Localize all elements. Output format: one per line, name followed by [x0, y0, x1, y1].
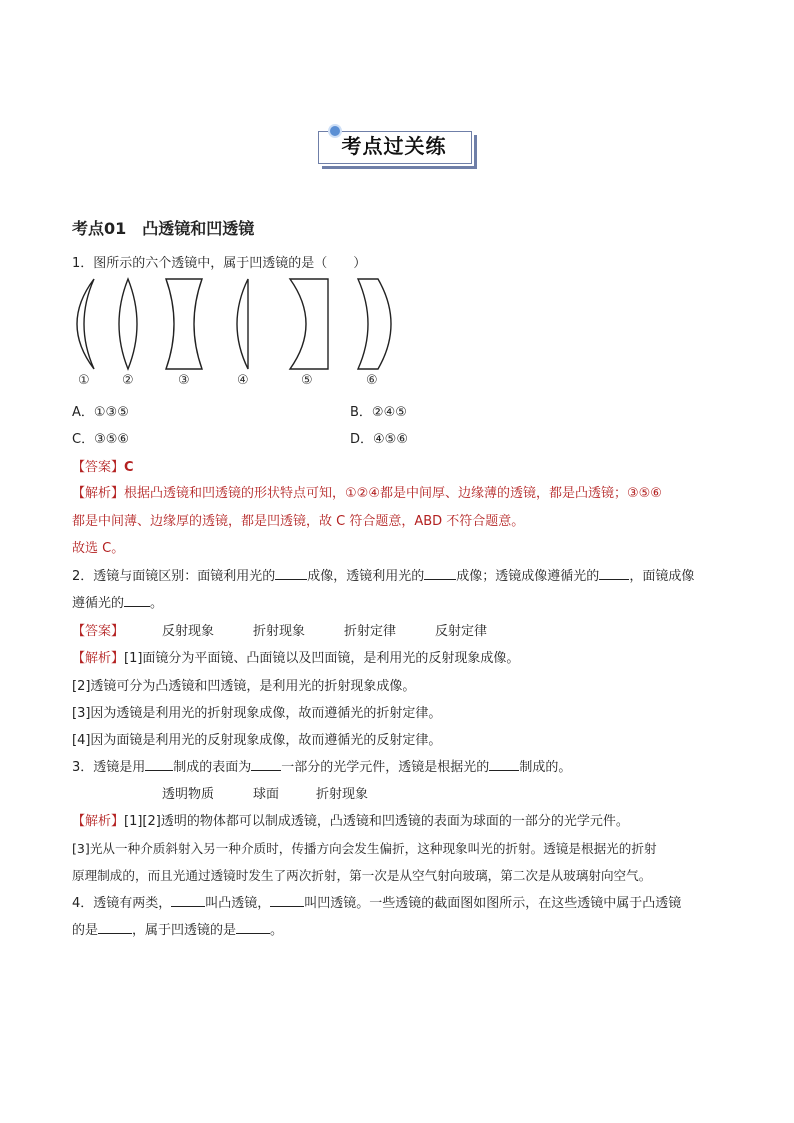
q1-question: 1．图所示的六个透镜中，属于凹透镜的是（ ）: [72, 256, 367, 271]
q2-answer-tag: 【答案】: [72, 624, 125, 639]
q3-analysis-line2: [3]光从一种介质斜射入另一种介质时，传播方向会发生偏折，这种现象叫光的折射。透镜是根据光的折射: [72, 841, 657, 856]
lens-label-5: ⑤: [301, 373, 313, 388]
q3-answer-3: 折射现象: [316, 787, 369, 802]
q2-text-c: 成像；透镜成像遵循光的: [456, 569, 600, 584]
q1-option-a: A．①③⑤: [72, 405, 129, 420]
q3-blank-3: [489, 758, 519, 771]
q1-option-d: D．④⑤⑥: [350, 432, 408, 447]
q2-analysis-line1: [72, 647, 519, 666]
q2-analysis-line2: [2]透镜可分为凸透镜和凹透镜，是利用光的折射现象成像。: [72, 679, 416, 694]
q2-answer-1: 反射现象: [162, 624, 215, 639]
q3-analysis-text1: [1][2]透明的物体都可以制成透镜，凸透镜和凹透镜的表面为球面的一部分的光学元件。: [124, 814, 629, 829]
lens-6-shape: [358, 279, 391, 369]
q3-answer-1: 透明物质: [162, 787, 215, 802]
lens-5-shape: [290, 279, 328, 369]
q3-question: [72, 756, 571, 775]
q3-blank-1: [145, 758, 173, 771]
q3-analysis-line3: 原理制成的，而且光通过透镜时发生了两次折射，第一次是从空气射向玻璃，第二次是从玻璃射向空气。: [72, 868, 652, 883]
q4-blank-1: [171, 894, 205, 907]
q4-text-c: 叫凹透镜。一些透镜的截面图如图所示，在这些透镜中属于凸透镜: [304, 896, 682, 911]
q1-analysis-line2: 都是中间薄、边缘厚的透镜，都是凹透镜，故 C 符合题意，ABD 不符合题意。: [72, 514, 525, 529]
q1-option-b: B．②④⑤: [350, 405, 407, 420]
lens-1-shape: [77, 279, 94, 369]
q1-answer: [72, 456, 134, 475]
lens-figure: [66, 275, 406, 373]
q4-text-d: 的是: [72, 923, 99, 938]
q2-text-b: 成像，透镜利用光的: [307, 569, 425, 584]
q4-text-f: 。: [270, 923, 284, 938]
q3-analysis-tag: 【解析】: [72, 814, 125, 829]
q2-blank-3: [599, 567, 629, 580]
q3-analysis-line1: [72, 810, 629, 829]
q2-answer-2: 折射现象: [253, 624, 306, 639]
q2-text-a: 2．透镜与面镜区别：面镜利用光的: [72, 569, 276, 584]
q4-text-a: 4．透镜有两类，: [72, 896, 172, 911]
q2-blank-4: [124, 594, 150, 607]
q3-text-a: 3．透镜是用: [72, 760, 146, 775]
q1-answer-value: C: [124, 460, 134, 475]
section-heading: 考点01 凸透镜和凹透镜: [72, 219, 255, 238]
lens-2-shape: [119, 279, 137, 369]
q2-question-line1: [72, 565, 694, 584]
q2-blank-1: [275, 567, 307, 580]
q2-analysis-tag: 【解析】: [72, 651, 125, 666]
q2-text-d: ，面镜成像: [629, 569, 695, 584]
lens-label-2: ②: [122, 373, 134, 388]
q3-text-b: 制成的表面为: [173, 760, 252, 775]
q2-analysis-line4: [4]因为面镜是利用光的反射现象成像，故而遵循光的反射定律。: [72, 733, 442, 748]
q4-text-e: ，属于凹透镜的是: [132, 923, 237, 938]
title-badge: [318, 131, 472, 164]
q2-analysis-line3: [3]因为透镜是利用光的折射现象成像，故而遵循光的折射定律。: [72, 706, 442, 721]
lens-label-3: ③: [178, 373, 190, 388]
q1-analysis-line1: [72, 482, 662, 501]
q4-text-b: 叫凸透镜，: [205, 896, 271, 911]
q1-analysis-text1: 根据凸透镜和凹透镜的形状特点可知，①②④都是中间厚、边缘薄的透镜，都是凸透镜；③⑤⑥: [124, 486, 662, 501]
lens-label-6: ⑥: [366, 373, 378, 388]
q3-text-c: 一部分的光学元件，透镜是根据光的: [281, 760, 490, 775]
lens-label-4: ④: [237, 373, 249, 388]
q2-answer: [72, 620, 124, 639]
q2-text-e: 遵循光的: [72, 596, 125, 611]
q2-answer-4: 反射定律: [435, 624, 488, 639]
q4-blank-3: [98, 921, 132, 934]
q1-answer-tag: 【答案】: [72, 460, 125, 475]
q4-question-line2: [72, 919, 283, 938]
q4-question-line1: [72, 892, 681, 911]
q2-question-line2: [72, 592, 163, 611]
q4-blank-2: [270, 894, 304, 907]
q3-blank-2: [251, 758, 281, 771]
q2-answer-3: 折射定律: [344, 624, 397, 639]
lens-4-shape: [237, 279, 248, 369]
q1-option-c: C．③⑤⑥: [72, 432, 130, 447]
q1-analysis-tag: 【解析】: [72, 486, 125, 501]
q2-text-f: 。: [150, 596, 164, 611]
q3-text-d: 制成的。: [519, 760, 572, 775]
q2-blank-2: [424, 567, 456, 580]
q2-analysis-text1: [1]面镜分为平面镜、凸面镜以及凹面镜，是利用光的反射现象成像。: [124, 651, 520, 666]
lens-label-1: ①: [78, 373, 90, 388]
q4-blank-4: [236, 921, 270, 934]
q3-answer-2: 球面: [253, 787, 280, 802]
lens-3-shape: [166, 279, 202, 369]
q1-conclusion: 故选 C。: [72, 541, 125, 556]
page-title: 考点过关练: [341, 134, 447, 158]
